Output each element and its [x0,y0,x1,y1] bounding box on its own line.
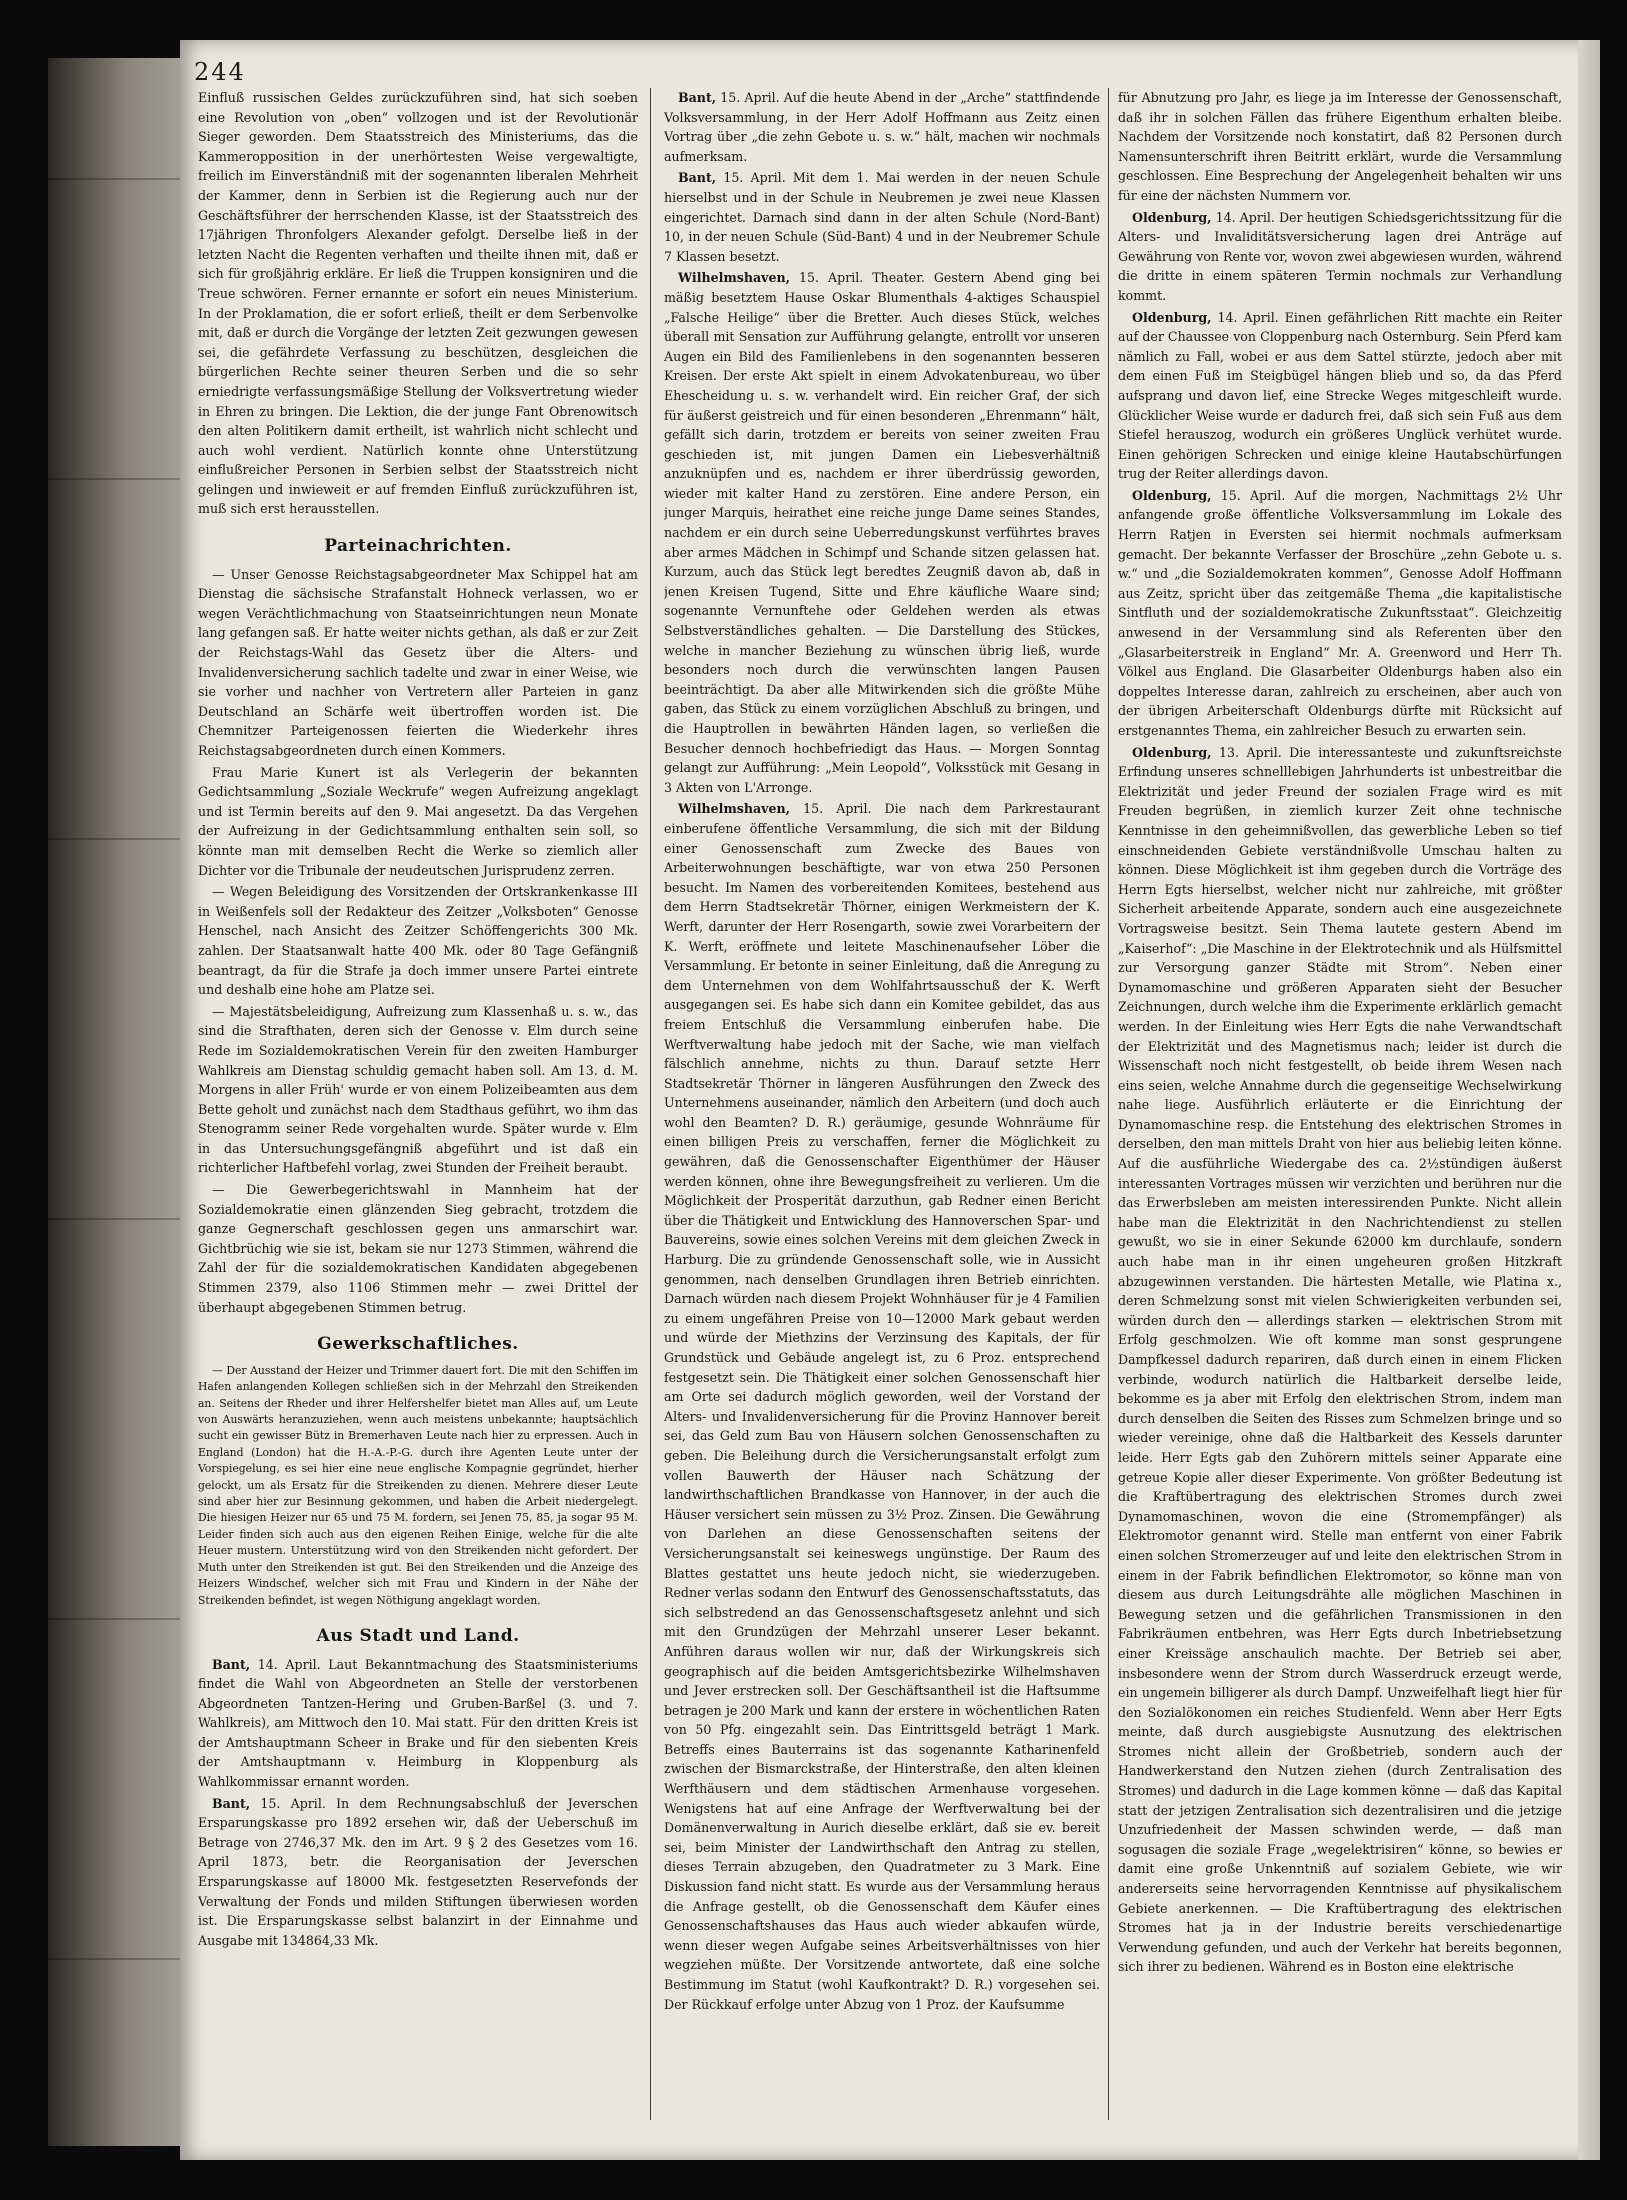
party-news-item: — Unser Genosse Reichstagsabgeordneter Max Schippel hat am Dienstag die sächsische Strafanstalt Hohneck verlassen, wo er wegen Verächtlichmachung von Staatseinrichtungen neun Monate lang gefangen saß. Er hatte weiter nichts gethan, als daß er zur Zeit der Reichstags-Wahl das Gesetz über die Alters- und Invalidenversicherung sachlich tadelte und zwar in einer Weise, wie sie vorher und nachher von Vertretern aller Parteien in ganz Deutschland an Schärfe weit übertroffen worden ist. Die Chemnitzer Parteigenossen feierten die Wiederkehr ihres Reichstagsabgeordneten durch einen Kommers. [198,566,638,758]
column-1 [198,88,638,2120]
local-news-text: 15. April. Mit dem 1. Mai werden in der neuen Schule hierselbst und in der Schule in Neubremen je zwei neue Klassen eingerichtet. Darnach sind dann in der alten Schule (Nord-Bant) 10, in der neuen Schule (Süd-Bant) 4 und in der Neubremer Schule 7 Klassen besetzt. [664,170,1100,264]
local-news-item [664,268,1100,797]
dateline-place: Wilhelmshaven, [678,801,791,817]
dateline-place: Oldenburg, [1132,744,1212,760]
dateline-place: Bant, [678,90,717,105]
local-news-text: 14. April. Der heutigen Schiedsgerichtssitzung für die Alters- und Invaliditätsversicherung lagen drei Anträge auf Gewährung von Rente vor, wovon zwei abgewiesen wurden, während die dritte in einem späteren Termin nochmals zur Verhandlung kommt. [1118,209,1562,303]
local-news-item [664,88,1100,166]
local-news-text: 15. April. Auf die heute Abend in der „Arche“ stattfindende Volksversammlung, in der Herr Adolf Hoffmann aus Zeitz einen Vortrag über „die zehn Gebote u. s. w.“ hält, machen wir nochmals aufmerksam. [664,90,1100,164]
local-news-text: 15. April. In dem Rechnungsabschluß der Jeverschen Ersparungskasse pro 1892 ersehen wir, daß der Ueberschuß im Betrage von 2746,37 Mk. den im Art. 9 § 2 des Gesetzes vom 16. April 1873, betr. die Reorganisation der Jeverschen Ersparungskasse auf 18000 Mk. festgesetzten Reservefonds der Verwaltung der Fonds und milden Stiftungen überwiesen worden ist. Die Ersparungskasse selbst balanzirt in der Einnahme und Ausgabe mit 134864,33 Mk. [198,1795,638,1948]
local-news-continuation: für Abnutzung pro Jahr, es liege ja im Interesse der Genossenschaft, daß ihr in solchen Fällen das frühere Eigenthum erhalten bleibe. Nachdem der Vorsitzende noch konstatirt, daß 82 Personen durch Namensunterschrift ihren Beitritt erklärt, wurde die Versammlung geschlossen. Eine Besprechung der Angelegenheit behalten wir uns für eine der nächsten Nummern vor. [1118,90,1562,203]
party-news-item: — Majestätsbeleidigung, Aufreizung zum Klassenhaß u. s. w., das sind die Strafthaten, deren sich der Genosse v. Elm durch seine Rede im Sozialdemokratischen Verein für den zweiten Hamburger Wahlkreis am Dienstag schuldig gemacht haben soll. Am 13. d. M. Morgens in aller Früh' wurde er von einem Polizeibeamten aus dem Bette geholt und zunächst nach dem Stadthaus geführt, wo ihm das Stenogramm seiner Rede vorgehalten wurde. Später wurde v. Elm in das Untersuchungsgefängniß abgeführt und ist daß ein richterlicher Haftbefehl vorlag, zwei Stunden der Freiheit beraubt. [198,1003,638,1176]
column-rule [1108,88,1109,2120]
local-news-text: 14. April. Laut Bekanntmachung des Staatsministeriums findet die Wahl von Abgeordneten an Stelle der verstorbenen Abgeordneten Tantzen-Hering und Gruben-Barßel (3. und 7. Wahlkreis), am Mittwoch den 10. Mai statt. Für den dritten Kreis ist der Amtshauptmann Scheer in Brake und für den siebenten Kreis der Amtshauptmann v. Heimburg in Kloppenburg als Wahlkommissar ernannt worden. [198,1656,638,1790]
dateline-place: Oldenburg, [1132,309,1212,325]
column-3 [1118,88,1562,2120]
local-news-text: 15. April. Die nach dem Parkrestaurant einberufene öffentliche Versammlung, die sich mit der Bildung einer Genossenschaft zum Zwecke des Baues von Arbeiterwohnungen beschäftigte, war von etwa 250 Personen besucht. Im Namen des vorbereitenden Komitees, bestehend aus dem Herrn Stadtsekretär Thörner, einigen Werkmeistern der K. Werft, darunter der Herr Rosengarth, sowie zwei Vorarbeitern der K. Werft, eröffnete und leitete Maschinenaufseher Löber die Versammlung. Er betonte in seiner Einleitung, daß die Anregung zu dem Unternehmen von dem Wohlfahrtsausschuß der K. Werft ausgegangen sei. Es habe sich dann ein Komitee gebildet, das aus freiem Entschluß die Versammlung einberufen habe. Die Werftverwaltung habe jedoch mit der Sache, wie man vielfach fälschlich annehme, nichts zu thun. Darauf setzte Herr Stadtsekretär Thörner in längeren Ausführungen den Zweck des Unternehmens auseinander, nämlich den Arbeitern (und doch auch wohl den Beamten? D. R.) geräumige, gesunde Wohnräume für einen billigen Preis zu verschaffen, ferner die Möglichkeit zu gewähren, daß die Genossenschafter Eigenthümer der Häuser werden können, ohne ihre Bewegungsfreiheit zu verlieren. Um die Möglichkeit der Prosperität darzuthun, gab Redner einen Bericht über die Thätigkeit und Entwicklung des Hannoverschen Spar- und Bauvereins, sowie eines solchen Vereins mit dem gleichen Zweck in Harburg. Die zu gründende Genossenschaft solle, wie in Aussicht genommen, nach denselben Grundlagen ihren Betrieb einrichten. Darnach würden nach diesem Projekt Wohnhäuser für je 4 Familien zu einem ungefähren Preise von 10—12000 Mark gebaut werden und würde der Miethzins der Verzinsung des Kapitals, der für Grundstück und Gebäude angelegt ist, zu 6 Proz. entsprechend festgesetzt sein. Die Thätigkeit einer solchen Genossenschaft hier am Orte sei dadurch möglich geworden, weil der Vorstand der Alters- und Invalidenversicherung für die Provinz Hannover bereit sei, das Geld zum Bau von Häusern solchen Genossenschaften zu geben. Die Beleihung durch die Versicherungsanstalt erfolgt zum vollen Bauwerth der Häuser nach Schätzung der landwirthschaftlichen Brandkasse von Hannover, in der auch die Häuser versichert sein müssen zu 3½ Proz. Zinsen. Die Gewährung von Darlehen an diese Genossenschaften seitens der Versicherungsanstalt sei keineswegs ungünstige. Der Raum des Blattes gestattet uns heute jedoch nicht, sie wiederzugeben. Redner verlas sodann den Entwurf des Genossenschaftsstatuts, das sich selbstredend an das Genossenschaftsgesetz anlehnt und sich mit den Grundzügen der Mehrzahl unserer Leser bekannt. Anführen daraus wollen wir nur, daß der Wirkungskreis sich geographisch auf die beiden Amtsgerichtsbezirke Wilhelmshaven und Jever erstrecken soll. Der Geschäftsantheil ist die Haftsumme betragen je 200 Mark und kann der erstere in wöchentlichen Raten von 50 Pfg. eingezahlt sein. Das Eintrittsgeld beträgt 1 Mark. Betreffs eines Bauterrains ist das sogenannte Katharinenfeld zwischen der Bismarckstraße, der Hinterstraße, den alten kleinen Werfthäusern und dem städtischen Armenhause vorgesehen. Wenigstens hat auf eine Anfrage der Werftverwaltung bei der Domänenverwaltung in Aurich dieselbe erklärt, daß sie ev. bereit sei, beim Minister der Landwirthschaft den Antrag zu stellen, dieses Terrain abzugeben, den Quadratmeter zu 3 Mark. Eine Diskussion fand nicht statt. Es wurde aus der Versammlung heraus die Anfrage gestellt, ob die Genossenschaft dem Käufer eines Genossenschaftshauses das Haus auch wieder abkaufen würde, wenn dieser wegen Aufgabe seines Arbeitsverhältnisses von hier wegziehen müßte. Der Vorsitzende antwortete, daß eine solche Bestimmung im Statut (wohl Kaufkontrakt? D. R.) vorgesehen sei. Der Rückkauf erfolge unter Abzug von 1 Proz. der Kaufsumme [664,801,1100,2012]
column-rule [650,88,651,2120]
local-news-item [1118,308,1562,484]
local-news-item [1118,486,1562,741]
local-news-text: 15. April. Theater. Gestern Abend ging bei mäßig besetztem Hause Oskar Blumenthals 4-aktiges Schauspiel „Falsche Heilige“ über die Bretter. Auch dieses Stück, welches überall mit Sensation zur Aufführung gelangte, entrollt vor unseren Augen ein Bild des Familienlebens in den sogenannten besseren Kreisen. Der erste Akt spielt in einem Advokatenbureau, wo über Ehescheidung u. s. w. verhandelt wird. Ein reicher Graf, der sich für äußerst geistreich und für einen besonderen „Ehrenmann“ hält, gefällt sich darin, trotzdem er bereits von seiner zweiten Frau geschieden ist, mit jungen Damen ein Liebesverhältniß anzuknüpfen und es, nachdem er ihrer überdrüssig geworden, wieder mit kalter Hand zu zerstören. Eine andere Person, ein junger Marquis, heirathet eine reiche junge Dame seines Standes, nachdem er ein durch seine Ueberredungskunst verführtes braves aber armes Mädchen in Schimpf und Schande sitzen gelassen hat. Kurzum, auch das Stück legt beredtes Zeugniß davon ab, daß in jenen Kreisen Tugend, Sitte und Ehre käufliche Waare sind; sogenannte Vernunftehe oder Geldehen werden als etwas Selbstverständliches gehalten. — Die Darstellung des Stückes, welche in mancher Beziehung zu wünschen übrig ließ, wurde besonders noch durch die verwünschten langen Pausen beeinträchtigt. Da aber alle Mitwirkenden sich die größte Mühe gaben, das Stück zu einem vorzüglichen Abschluß zu bringen, und die Hauptrollen in bewährten Händen lagen, so verließen die Besucher dennoch hochbefriedigt das Haus. — Morgen Sonntag gelangt zur Aufführung: „Mein Leopold“, Volksstück mit Gesang in 3 Akten von L'Arronge. [664,270,1100,795]
dateline-place: Bant, [212,1795,251,1811]
local-news-item [198,1655,638,1792]
local-news-item [664,168,1100,266]
local-news-text: 14. April. Einen gefährlichen Ritt machte ein Reiter auf der Chaussee von Cloppenburg nach Osternburg. Sein Pferd kam nämlich zu Fall, wobei er aus dem Sattel stürzte, jedoch aber mit dem einen Fuß im Steigbügel hängen blieb und so, da das Pferd aufsprang und davon lief, eine Strecke Weges mitgeschleift wurde. Glücklicher Weise wurde er dadurch frei, daß sich sein Fuß aus dem Stiefel herauszog, wodurch ein größeres Unglück verhütet wurde. Einen gehörigen Schrecken und einige kleine Hautabschürfungen trug der Reiter allerdings davon. [1118,309,1562,482]
dateline-place: Wilhelmshaven, [678,270,791,286]
local-news-text: 13. April. Die interessanteste und zukunftsreichste Erfindung unseres schnelllebigen Jahrhunderts ist unbestreitbar die Elektrizität und jeder Freund der sozialen Frage wird es mit Freuden begrüßen, in ziemlich kurzer Zeit ohne technische Kenntnisse in den geheimnißvollen, das gewerbliche Leben so tief einschneidenden Gebiete verständnißvolle Umschau halten zu können. Diese Möglichkeit ist ihm gegeben durch die Vorträge des Herrn Egts hierselbst, welcher nicht nur zahlreiche, mit größter Sicherheit arbeitende Apparate, sondern auch eine ausgezeichnete Vortragsweise besitzt. Sein Thema lautete gestern Abend im „Kaiserhof“: „Die Maschine in der Elektrotechnik und als Hülfsmittel zur Versorgung ganzer Städte mit Strom“. Neben einer Dynamomaschine und größeren Apparaten sieht der Besucher Zeichnungen, durch welche ihm die Experimente erklärlich gemacht werden. In der Einleitung wies Herr Egts die nahe Verwandtschaft der Elektrizität und des Magnetismus nach; leider ist durch die Wissenschaft noch nicht festgestellt, ob beide ihrem Wesen nach eins seien, welche Annahme durch die gegenseitige Wechselwirkung nahe liege. Ausführlich erläuterte er die Einrichtung der Dynamomaschine resp. die Entstehung des elektrischen Stromes in derselben, den man mittels Draht von hier aus beliebig leiten könne. Auf die ausführliche Wiedergabe des ca. 2½stündigen äußerst interessanten Vortrages müssen wir verzichten und berühren nur die das Erwerbsleben am meisten interessirenden Punkte. Nicht allein habe man die Elektrizität in den Nachrichtendienst zu stellen gewußt, wo sie in einer Sekunde 62000 km durchlaufe, sondern auch habe man in ihr einen ungeheuren großen Hitzkraft abzugewinnen verstanden. Die härtesten Metalle, wie Platina x., deren Schmelzung sonst mit vielen Schwierigkeiten verbunden sei, würden durch den — allerdings starken — elektrischen Strom mit Erfolg geschmolzen. Wie oft komme man sonst gesprungene Dampfkessel dadurch repariren, daß durch einen in einem Flicken verbinde, wodurch natürlich die Haltbarkeit derselbe leide, bekomme es ja aber mit Erfolg den elektrischen Strom, indem man durch denselben die Seiten des Risses zum Schmelzen bringe und so wieder vereinige, ohne daß die Haltbarkeit des Kessels darunter leide. Herr Egts gab den Zuhörern mittels seiner Apparate eine getreue Kopie aller dieser Experimente. Von größter Bedeutung ist die Kraftübertragung des elektrischen Stromes durch zwei Dynamomaschinen, wovon die eine (Stromempfänger) als Elektromotor genannt wird. Stelle man entfernt von einer Fabrik einen solchen Stromerzeuger auf und leite den elektrischen Strom in einem in der Fabrik befindlichen Elektromotor, so könne man von diesem aus durch Leitungsdrähte alle möglichen Maschinen in Bewegung setzen und die gefährlichen Transmissionen in den Fabrikräumen entbehren, was Herr Egts durch Inbetriebsetzung einer Kreissäge anschaulich machte. Der Betrieb sei aber, insbesondere wenn der Strom durch Wasserdruck erzeugt werde, ein ungemein billigerer als durch Dampf. Unzweifelhaft liegt hier für den Sozialökonomen ein reiches Studienfeld. Wenn aber Herr Egts meinte, daß durch ausgiebigste Ausnutzung des elektrischen Stromes nicht allein der Großbetrieb, sondern auch der Handwerkerstand den Nutzen ziehen (durch Zentralisation des Stromes) und dadurch in die Lage kommen könne — daß das Kapital statt der jetzigen Zentralisation sich dezentralisiren und die jetzige Unzufriedenheit der Massen schwinden werde, — daß man sogusagen die soziale Frage „wegelektrisiren“ könne, so bewies er damit eine große Unkenntniß auf sozialem Gebiete, wie wir andererseits seine hervorragenden Kenntnisse auf physikalischem Gebiete anerkennen. — Die Kraftübertragung des elektrischen Stromes hat ja in der Industrie bereits verschiedenartige Verwendung gefunden, und auch der Verkehr hat bereits begonnen, sich ihrer zu bedienen. Während es in Boston eine elektrische [1118,744,1562,1975]
dateline-place: Bant, [678,170,717,186]
section-heading-party-news: Parteinachrichten. [324,536,512,557]
local-news-item [1118,208,1562,306]
book-binding [48,58,180,2146]
local-news-item [198,1794,638,1951]
dateline-place: Bant, [212,1656,251,1672]
article-serbia: Einfluß russischen Geldes zurückzuführen sind, hat sich soeben eine Revolution von „oben“ vollzogen und ist der Revolutionär Sieger geworden. Dem Staatsstreich des Ministeriums, das die Kammeropposition in der unerhörtesten Weise vergewaltigte, freilich im Einverständniß mit der sogenannten liberalen Mehrheit der Kammer, denn in Serbien ist die Regierung auch nur der Geschäftsführer der herrschenden Klasse, ist der Staatsstreich des 17jährigen Thronfolgers Alexander gefolgt. Derselbe ließ in der letzten Nacht die Regenten verhaften und theilte ihnen mit, daß er sich für großjährig erkläre. Er ließ die Truppen konsigniren und die Treue schwören. Ferner ernannte er sofort ein neues Ministerium. In der Proklamation, die er sofort erließ, theilt er dem Serbenvolke mit, daß er durch die Vorgänge der letzten Zeit gezwungen gewesen sei, die gefährdete Verfassung zu beschützen, desgleichen die bürgerlichen Rechte seiner theuren Serben und die so sehr erniedrigte verfassungsmäßige Stellung der Volksvertretung wieder in Ehren zu bringen. Die Lektion, die der junge Fant Obrenowitsch den alten Politikern damit ertheilt, ist wahrlich nicht schlecht und auch wohl verdient. Natürlich konnte ohne Unterstützung einflußreicher Personen in Serbien selbst der Staatsstreich nicht gelingen und inwieweit er auf fremden Einfluß zurückzuführen ist, muß sich erst herausstellen. [198,90,638,517]
trade-union-item: — Der Ausstand der Heizer und Trimmer dauert fort. Die mit den Schiffen im Hafen anlangenden Kollegen schließen sich in der Mehrzahl den Streikenden an. Seitens der Rheder und ihrer Helfershelfer bietet man Alles auf, um Leute von Auswärts heranzuziehen, wenn auch meistens unbekannte; hauptsächlich sucht ein gewisser Bütz in Bremerhaven Leute nach hier zu erpressen. Auch in England (London) hat die H.-A.-P.-G. durch ihre Agenten Leute unter der Vorspiegelung, es sei hier eine neue englische Kompagnie gegründet, hierher gelockt, um als Ersatz für die Streikenden zu dienen. Mehrere dieser Leute sind aber hier zur Besinnung gekommen, und haben die Arbeit niedergelegt. Die hiesigen Heizer nur 65 und 75 M. fordern, sei Jenen 75, 85, ja sogar 95 M. Leider finden sich auch aus den eigenen Reihen Einige, welche für die alte Heuer mustern. Unterstützung wird von den Streikenden nicht gefordert. Der Muth unter den Streikenden ist gut. Bei den Streikenden und die Anzeige des Heizers Windschef, welcher sich mit Frau und Kindern in der Nähe der Streikenden befindet, ist wegen Nöthigung angeklagt worden. [198,1363,638,1607]
section-heading-trade-union: Gewerkschaftliches. [317,1334,519,1355]
page-number: 244 [194,58,246,86]
local-news-item [664,799,1100,2014]
local-news-text: 15. April. Auf die morgen, Nachmittags 2½ Uhr anfangende große öffentliche Volksversammlung im Lokale des Herrn Ratjen in Eversten sei hiermit nochmals aufmerksam gemacht. Der bekannte Verfasser der Broschüre „zehn Gebote u. s. w.“ und „die Sozialdemokraten kommen“, Genosse Adolf Hoffmann aus Zeitz, spricht über das zeitgemäße Thema „die kapitalistische Sintfluth und der sozialdemokratische Zukunftsstaat“. Gleichzeitig anwesend in der Versammlung sind als Referenten über den „Glasarbeiterstreik in England“ Mr. A. Greenword und Herr Th. Völkel aus England. Die Glasarbeiter Oldenburgs haben also ein doppeltes Interesse daran, zahlreich zu erscheinen, aber auch von der übrigen Arbeiterschaft Oldenburgs dürfte mit Rücksicht auf erstgenanntes Thema, ein zahlreicher Besuch zu erwarten sein. [1118,487,1562,738]
dateline-place: Oldenburg, [1132,209,1212,225]
party-news-item: — Wegen Beleidigung des Vorsitzenden der Ortskrankenkasse III in Weißenfels soll der Redakteur des Zeitzer „Volksboten“ Genosse Henschel, nach Ansicht des Zeitzer Schöffengerichts 300 Mk. zahlen. Der Staatsanwalt hatte 400 Mk. oder 80 Tage Gefängniß beantragt, da für die Strafe ja doch immer unsere Partei eintrete und deshalb eine hohe am Platze sei. [198,884,638,998]
column-2 [664,88,1100,2120]
section-heading-town-and-country: Aus Stadt und Land. [316,1625,520,1646]
party-news-item: Frau Marie Kunert ist als Verlegerin der bekannten Gedichtsammlung „Soziale Weckrufe“ wegen Aufreizung angeklagt und ist Termin bereits auf den 9. Mai angesetzt. Da das Vergehen der Aufreizung in der Gedichtsammlung enthalten sein soll, so könnte man mit demselben Recht die Werke so ziemlich aller Dichter vor die Tribunale der neudeutschen Jurisprudenz zerren. [198,764,638,878]
page-edge [1578,40,1600,2160]
newspaper-page [180,40,1600,2160]
local-news-item [1118,743,1562,1977]
dateline-place: Oldenburg, [1132,487,1212,503]
party-news-item: — Die Gewerbegerichtswahl in Mannheim hat der Sozialdemokratie einen glänzenden Sieg gebracht, trotzdem die ganze Gegnerschaft geschlossen gegen uns anmarschirt war. Gichtbrüchig wie sie ist, bekam sie nur 1273 Stimmen, während die Zahl der für die sozialdemokratischen Kandidaten abgegebenen Stimmen 2379, also 1106 Stimmen mehr — zwei Drittel der überhaupt abgegebenen Stimmen betrug. [198,1182,638,1315]
